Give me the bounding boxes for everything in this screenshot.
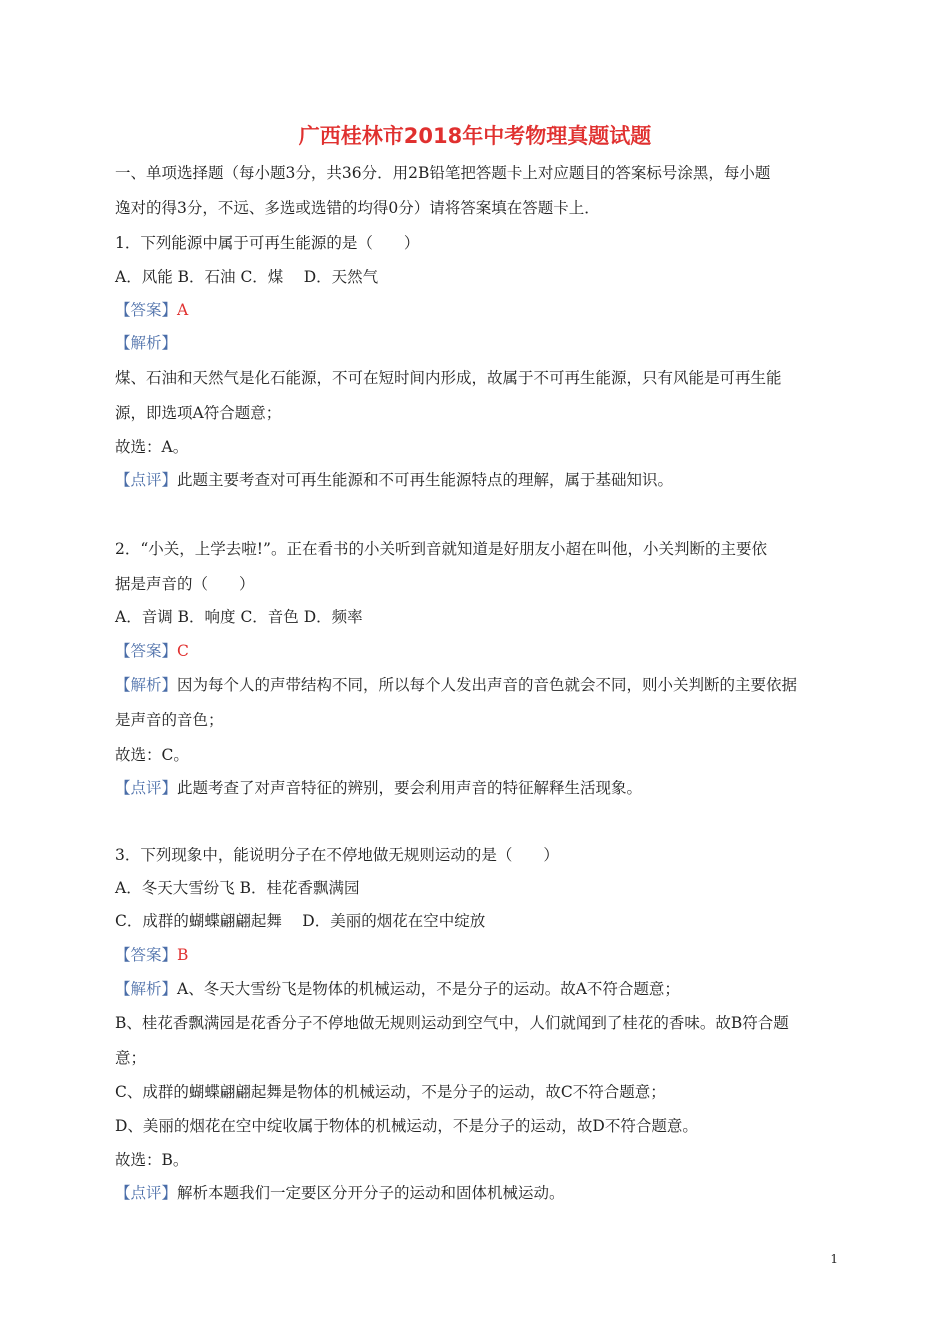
q1-comment — [115, 470, 673, 490]
page-number: 1 — [830, 1252, 838, 1266]
q3-comment-text: 解析本题我们一定要区分开分子的运动和固体机械运动。 — [177, 1184, 565, 1202]
answer-label: 【答案】 — [115, 642, 178, 660]
q2-options: A．音调 B．响度 C．音色 D．频率 — [115, 608, 363, 626]
q1-analysis-line-1: 煤、石油和天然气是化石能源，不可在短时间内形成，故属于不可再生能源，只有风能是可再生能 — [115, 369, 782, 387]
q2-comment-text: 此题考查了对声音特征的辨别，要会利用声音的特征解释生活现象。 — [177, 779, 643, 797]
comment-label: 【点评】 — [115, 471, 178, 489]
q3-analysis-line-4: C、成群的蝴蝶翩翩起舞是物体的机械运动，不是分子的运动，故C不符合题意； — [115, 1083, 666, 1101]
q3-answer-value: B — [177, 946, 189, 964]
q1-choice: 故选：A。 — [115, 438, 189, 456]
q1-answer-value: A — [177, 301, 189, 319]
q3-analysis-text: A、冬天大雪纷飞是物体的机械运动，不是分子的运动。故A不符合题意； — [177, 980, 680, 998]
intro-line-2: 逸对的得3分，不远、多选或选错的均得0分）请将答案填在答题卡上． — [115, 199, 600, 217]
q3-options-line-1: A．冬天大雪纷飞 B．桂花香飘满园 — [115, 879, 360, 897]
q3-analysis-line-2: B、桂花香飘满园是花香分子不停地做无规则运动到空气中，人们就闻到了桂花的香味。故B符合题 — [115, 1014, 789, 1032]
q2-stem-line-1: 2．“小关，上学去啦!”。正在看书的小关听到音就知道是好朋友小超在叫他，小关判断的主要依 — [115, 540, 767, 558]
q3-stem: 3．下列现象中，能说明分子在不停地做无规则运动的是（ ） — [115, 846, 559, 864]
q3-comment — [115, 1183, 565, 1203]
q2-answer — [115, 641, 189, 661]
q2-analysis-text: 因为每个人的声带结构不同，所以每个人发出声音的音色就会不同，则小关判断的主要依据 — [177, 676, 798, 694]
comment-label: 【点评】 — [115, 779, 178, 797]
q2-answer-value: C — [177, 642, 189, 660]
q2-analysis-line-2: 是声音的音色； — [115, 711, 224, 729]
q1-stem: 1．下列能源中属于可再生能源的是（ ） — [115, 234, 420, 252]
q1-analysis-line-2: 源，即选项A符合题意； — [115, 404, 282, 422]
q3-analysis-line-3: 意； — [115, 1049, 147, 1067]
q1-options: A．风能 B．石油 C．煤 D．天然气 — [115, 268, 379, 286]
q1-analysis-label — [115, 333, 177, 353]
analysis-label: 【解析】 — [115, 334, 178, 352]
intro-line-1: 一、单项选择题（每小题3分，共36分．用2B铅笔把答题卡上对应题目的答案标号涂黑，每小题 — [115, 164, 771, 182]
q3-options-line-2: C．成群的蝴蝶翩翩起舞 D．美丽的烟花在空中绽放 — [115, 912, 486, 930]
answer-label: 【答案】 — [115, 301, 178, 319]
comment-label: 【点评】 — [115, 1184, 178, 1202]
analysis-label: 【解析】 — [115, 676, 178, 694]
q3-choice: 故选：B。 — [115, 1151, 189, 1169]
q2-analysis-line-1 — [115, 675, 797, 695]
q3-answer — [115, 945, 188, 965]
q2-comment — [115, 778, 642, 798]
answer-label: 【答案】 — [115, 946, 178, 964]
q1-answer — [115, 300, 188, 320]
analysis-label: 【解析】 — [115, 980, 178, 998]
q3-analysis-line-5: D、美丽的烟花在空中绽收属于物体的机械运动，不是分子的运动，故D不符合题意。 — [115, 1117, 698, 1135]
q2-stem-line-2: 据是声音的（ ） — [115, 575, 255, 593]
q1-comment-text: 此题主要考查对可再生能源和不可再生能源特点的理解，属于基础知识。 — [177, 471, 674, 489]
q2-choice: 故选：C。 — [115, 746, 189, 764]
page-title: 广西桂林市2018年中考物理真题试题 — [298, 124, 652, 148]
q3-analysis-line-1 — [115, 979, 680, 999]
